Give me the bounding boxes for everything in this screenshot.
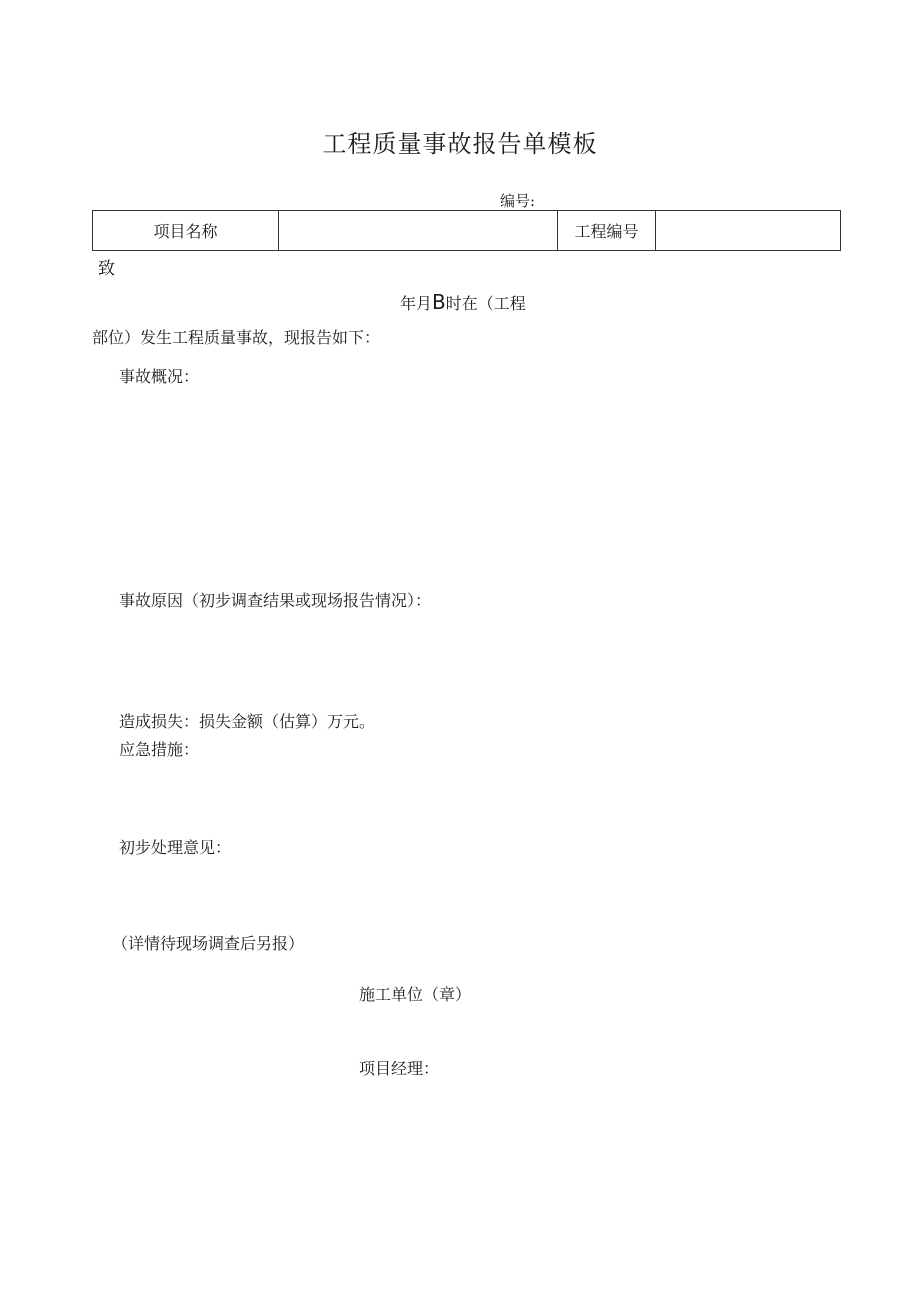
accident-overview-label: 事故概况： xyxy=(119,367,200,386)
table-row xyxy=(93,211,841,251)
date-year-month: 年月 xyxy=(400,294,433,313)
occurrence-line: 部位）发生工程质量事故，现报告如下： xyxy=(92,328,381,347)
date-day-marker: B xyxy=(432,290,446,314)
project-name-field[interactable] xyxy=(279,211,558,251)
emergency-measures-label: 应急措施： xyxy=(119,740,200,759)
project-info-table xyxy=(92,210,841,251)
project-name-label: 项目名称 xyxy=(93,211,279,251)
accident-cause-label: 事故原因（初步调查结果或现场报告情况）： xyxy=(119,591,432,610)
project-manager-label: 项目经理： xyxy=(359,1059,440,1078)
project-no-label: 工程编号 xyxy=(558,211,656,251)
initial-handling-label: 初步处理意见： xyxy=(119,838,232,857)
serial-number-label: 编号: xyxy=(500,192,536,210)
date-line xyxy=(400,290,526,314)
date-rest: 时在（工程 xyxy=(445,294,526,313)
follow-up-note: （详情待现场调查后另报） xyxy=(112,934,305,953)
recipient-label: 致 xyxy=(98,259,115,279)
construction-unit-label: 施工单位（章） xyxy=(359,985,472,1004)
document-title: 工程质量事故报告单模板 xyxy=(322,130,598,158)
project-no-field[interactable] xyxy=(656,211,841,251)
loss-line: 造成损失：损失金额（估算）万元。 xyxy=(119,712,376,731)
